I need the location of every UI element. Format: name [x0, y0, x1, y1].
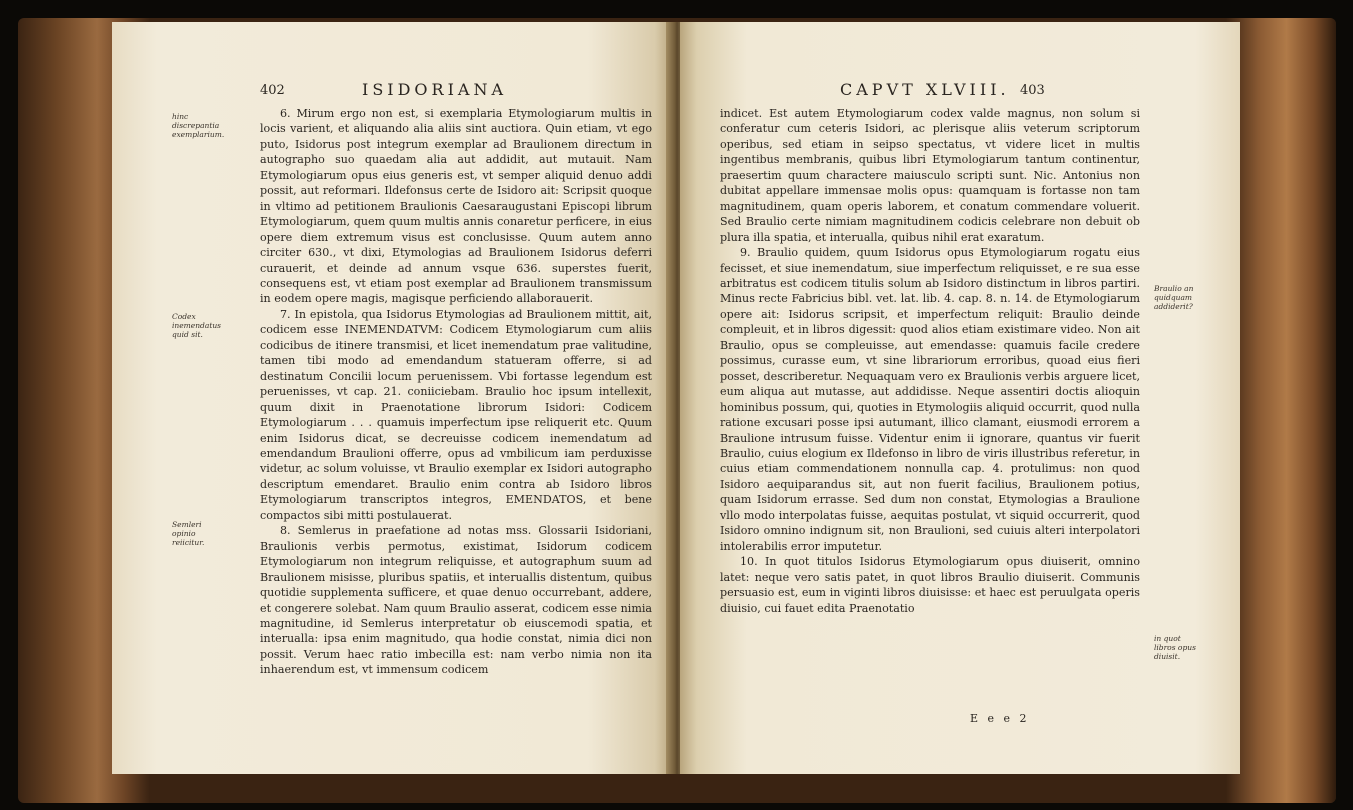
- left-page-body: [260, 106, 652, 678]
- right-page: [680, 22, 1240, 774]
- right-page-body: [720, 106, 1140, 616]
- right-marginal-note-1: Braulio an quidquam addiderit?: [1154, 284, 1194, 311]
- left-marginal-note-3: Semleri opinio reiicitur.: [172, 520, 205, 547]
- left-page-number: 402: [260, 83, 285, 98]
- left-marginal-note-2: Codex inemendatus quid sit.: [172, 312, 222, 339]
- paragraph-6: 6. Mirum ergo non est, si exemplaria Etymologiarum multis in locis varient, et aliquando alia aliis sint auctiora. Quin etiam, vt ego puto, Isidorus post integrum exemplar ad Braulionem directum in autographo suo quaedam alia aut addidit, aut mutauit. Nam Etymologiarum opus eius generis est, vt semper aliquid denuo addi possit, aut reformari. Ildefonsus certe de Isidoro ait: Scripsit quoque in vltimo ad petitionem Braulionis Caesaraugustani Episcopi librum Etymologiarum, quem quum multis annis conaretur perficere, in eius opere diem extremum visus est conclusisse. Quum autem anno circiter 630., vt dixi, Etymologias ad Braulionem Isidorus deferri curauerit, et deinde ad annum vsque 636. superstes fuerit, consequens est, vt etiam post exemplar ad Braulionem transmissum in eodem opere magis, magisque perficiendo allaborauerit.: [260, 107, 652, 306]
- right-page-number: 403: [1020, 83, 1045, 98]
- paragraph-9: 9. Braulio quidem, quum Isidorus opus Etymologiarum rogatu eius fecisset, et siue inemendatum, siue imperfectum reliquisset, e re sua esse arbitratus est codicem titulis solum ab Isidoro distinctum in libros partiri. Minus recte Fabricius bibl. vet. lat. lib. 4. cap. 8. n. 14. de Etymologiarum opere ait: Isidorus scripsit, et imperfectum reliquit: Braulio deinde compleuit, et in libros digessit: quod alios etiam existimare video. Non ait Braulio, opus se compleuisse, aut emendasse: quamuis facile credere possimus, curasse eum, vt sine librariorum erroribus, quoad eius fieri posset, describeretur. Nequaquam vero ex Braulionis verbis arguere licet, eum aliqua aut mutasse, aut addidisse. Neque assentiri doctis alioquin hominibus possum, qui, quoties in Etymologiis aliquid occurrit, quod nulla ratione excusari posse ipsi autumant, illico clamant, eiusmodi errorem a Braulione intrusum fuisse. Videntur enim ii ignorare, quantus vir fuerit Braulio, cuius elogium ex Ildefonso in libro de viris illustribus referetur, in cuius etiam commendationem nonnulla cap. 4. protulimus: non quod Isidoro aequiparandus sit, aut non fuerit facilius, Braulionem potius, quam Isidorum errasse. Sed dum non constat, Etymologias a Braulione vllo modo interpolatas fuisse, aequitas postulat, vt siquid occurrerit, quod Isidoro omnino indignum sit, non Braulioni, sed cuiuis alteri interpolatori intolerabilis error imputetur.: [720, 246, 1140, 553]
- paragraph-8: 8. Semlerus in praefatione ad notas mss. Glossarii Isidoriani, Braulionis verbis permotus, existimat, Isidorum codicem Etymologiarum non integrum reliquisse, et autographum suum ad Braulionem misisse, pluribus spatiis, et interuallis distentum, quibus quotidie supplementa sufficere, et quae denuo occurrebant, addere, et congerere solebat. Nam quum Braulio asserat, codicem esse nimia magnitudine, id Semlerus interpretatur ob eiuscemodi spatia, et interualla: ipsa enim magnitudo, qua hodie constat, nimia dici non possit. Verum haec ratio imbecilla est: nam verbo nimia non ita inhaerendum est, vt immensum codicem: [260, 524, 652, 677]
- book-page-edges: [1226, 18, 1336, 803]
- paragraph-7: 7. In epistola, qua Isidorus Etymologias ad Braulionem mittit, ait, codicem esse INEMENDATVM: Codicem Etymologiarum cum aliis codicibus de itinere transmisi, et licet inemendatum prae valitudine, tamen tibi modo ad emendandum statueram offerre, si ad destinatum Concilii locum peruenissem. Vbi fortasse legendum est peruenisses, vt cap. 21. coniiciebam. Braulio hoc ipsum intellexit, quum dixit in Praenotatione librorum Isidori: Codicem Etymologiarum . . . quamuis imperfectum ipse reliquerit etc. Quum enim Isidorus dicat, se decreuisse codicem inemendatum ad emendandum Braulioni offerre, opus ad vmbilicum iam perduxisse videtur, ac solum voluisse, vt Braulio exemplar ex Isidori autographo descriptum emendaret. Braulio enim contra ab Isidoro libros Etymologiarum transcriptos integros, EMENDATOS, et bene compactos sibi mitti postulauerat.: [260, 307, 652, 522]
- signature-mark: E e e 2: [970, 712, 1030, 725]
- right-running-head: CAPVT XLVIII.: [840, 80, 1010, 99]
- paragraph-continuation: indicet. Est autem Etymologiarum codex valde magnus, non solum si conferatur cum ceteris Isidori, ac plerisque aliis veterum scriptorum operibus, sed etiam in seipso spectatus, vt videre licet in multis ingentibus membranis, quibus libri Etymologiarum tantum continentur, praesertim quum charactere maiusculo scripti sunt. Nic. Antonius non dubitat appellare immensae molis opus: quamquam is fortasse non tam magnitudinem, quam operis laborem, et conatum commendare voluerit. Sed Braulio certe nimiam magnitudinem codicis celebrare non debuit ob plura illa spatia, et interualla, quibus nihil erat exaratum.: [720, 107, 1140, 244]
- left-marginal-note-1: hinc discrepantia exemplarium.: [172, 112, 225, 139]
- left-page: [112, 22, 672, 774]
- left-running-head: ISIDORIANA: [362, 80, 508, 99]
- right-marginal-note-2: in quot libros opus diuisit.: [1154, 634, 1196, 661]
- paragraph-10: 10. In quot titulos Isidorus Etymologiarum opus diuiserit, omnino latet: neque vero satis patet, in quot libros Braulio diuiserit. Communis persuasio est, eum in viginti libros diuisisse: et haec est peruulgata operis diuisio, cui fauet edita Praenotatio: [720, 555, 1140, 615]
